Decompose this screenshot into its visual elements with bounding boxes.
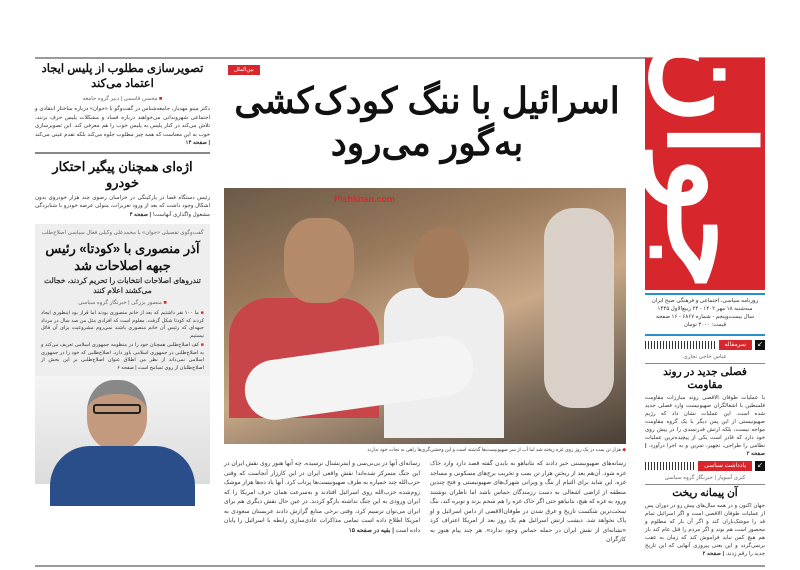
photo-figure (544, 208, 614, 408)
note-author: کبری آسوپار | خبرنگار گروه سیاسی (664, 475, 746, 481)
photo-figure (284, 218, 354, 303)
interview-subhead: تندروهای اصلاحات انتخابات را تحریم کردند، خجالت می‌کشند اعلام کنند (44, 276, 201, 295)
page-ref[interactable]: | صفحه ۲ (645, 443, 765, 457)
page-ref[interactable]: | صفحه ۲ (702, 551, 724, 557)
page-ref[interactable]: | صفحه ۴ (129, 211, 152, 218)
note-body: جهان اکنون و در همه سال‌های پیش رو در دوران پس از عملیات طوفان الاقصی است و اگر اسرائیل تمام قد را موشک‌باران کند و اگر آن بار که مظلوم و محصور است هم بوند و اگر مردم را قتل عام کند باز هم هیچ کس نباید فراموش کند که زمان به عقب برنمی‌گردد و این یعنی پیروزی آنهایی که این تاریخ جدید را رقم زدند. (645, 503, 765, 557)
byline: محسن قاسمی | دبیر گروه جامعه (82, 96, 158, 102)
info-date: سه‌شنبه ۱۸ مهر ۱۴۰۲ - ۲۴ ربیع‌الاول ۱۴۴۵ (657, 306, 753, 312)
masthead-info (645, 297, 765, 329)
accent-rule (645, 293, 765, 295)
interview-kicker: گفت‌وگوی تفصیلی «جوان» با محمدعلی وکیلی فعال سیاسی اصلاح‌طلب (41, 230, 204, 236)
main-body-col2: رسانه‌ای آنها در بی‌بی‌سی و اینترنشنال نرسیده. چه آنها هنوز روی نقش ایران در این جنگ متمرکز شده‌اند! نقش واقعی ایران در این کارزار آنجاست که وقتی حزب‌الله چند خمپاره به طرف صهیونیست‌ها پرتاب کرد. آنها یاد ده‌ها هزار موشک زوم‌شده حزب‌الله روی اسرائیل افتادند و به‌سرعت همان حرف امریکا را که ایران ورودی به این جنگ نداشته بازگو کردند. در عین حال نقش دیگری هم برای ایران می‌توان ترسیم کرد، وقتی برخی منابع گزارش دادند عربستان سعودی به امریکا اطلاع داده است تمامی مذاکرات عادی‌سازی رابطه با اسرائیل را پایان داده است | بقیه در صفحه ۱۵ (224, 461, 420, 534)
story-police: تصویرسازی مطلوب از پلیس ایجاد اعتماد می‌کند ■ محسن قاسمی | دبیر گروه جامعه دکتر مینو مهدیار، جامعه‌شناس در گفت‌وگو با «جوان» درباره ساختار انتقادی و اجتماعی شهروندانی می‌خواهند درباره فساد و مشکلات پلیس حرف بزنند، تلاش می‌کند در کنار پلیس به پلیس خوب را هم معرفی کند. این تصویرسازی خوب به این معناست که همه چیز مطلوب جلوه می‌کند بلکه تقدم عینی می‌کند | صفحه ۱۴ (35, 62, 210, 154)
main-headline-line2[interactable]: به‌گور می‌رود (330, 122, 524, 163)
editorial-body: با عملیات طوفان الاقصی روند مبارزات مقاومت فلسطین با اشغالگران صهیونیست وارد فصلی جدید شده است. این عملیات نشان داد که رژیم صهیونیستی از این پس دیگر با یک گروه مقاومت مواجه نیست، بلکه ارتش قدرتمندی را در پیش روی خود دارد که قادر است یکی از پیچیده‌ترین عملیات نظامی را طراحی، تجهیز، تمرین و به اجرا درآورد. (645, 395, 765, 449)
divider (645, 363, 765, 364)
byline: منصور بزرگی | خبرنگار گروه سیاسی (78, 300, 162, 306)
note-tag: یادداشت سیاسی (698, 461, 752, 471)
info-line: روزنامه سیاسی، اجتماعی و فرهنگی صبح ایران (651, 298, 759, 304)
story-headline[interactable]: اژه‌ای همچنان پیگیر احتکار خودرو (52, 158, 193, 190)
divider (35, 152, 210, 154)
editorial-section (645, 340, 765, 458)
main-headline[interactable] (222, 80, 632, 164)
photo-suit (50, 446, 195, 506)
masthead-logo (641, 36, 780, 290)
continue-link[interactable]: | بقیه در صفحه ۱۵ (348, 527, 394, 534)
note-tag-row (645, 461, 765, 471)
editorial-headline[interactable]: فصلی جدید در روند مقاومت (663, 366, 747, 391)
editorial-author: عباس حاجی نجاری (683, 354, 727, 360)
story-body: رئیس دستگاه قضا در پارکینگی در خراسان رضوی چند هزار خودروی بدون اشکال وجود داشت که بعد از ورود تعزیرات، متولی عرضه خودرو با شتابزدگی مشغول واگذاری آنهاست! (35, 194, 210, 218)
arrow-icon: ↙ (755, 461, 765, 471)
interview-point: کف اصلاح‌طلبی همچنان خود را در منظومه جمهوری اسلامی تعریف می‌کند و به اصلاح‌طلبی در جمهوری اسلامی باور دارد. اصلاح‌طلبی که خود را در جمهوری اسلامی نمی‌داند از نظر من اطلاق عنوان اصلاح‌طلبی بر این بخش از اصلاح‌طلبان از روی تسامح است | صفحه ۶ (41, 342, 204, 371)
bottom-rule (35, 565, 765, 567)
story-headline[interactable]: تصویرسازی مطلوب از پلیس ایجاد اعتماد می‌کند (41, 63, 204, 90)
info-issue: سال بیست‌وپنجم - شماره ۶۸۶۷ - ۱۶ صفحه (656, 314, 754, 320)
interviewee-photo (35, 376, 210, 484)
photo-figure (414, 228, 469, 298)
note-headline[interactable]: آن پیمانه ریخت (672, 487, 738, 499)
interview-box: گفت‌وگوی تفصیلی «جوان» با محمدعلی وکیلی فعال سیاسی اصلاح‌طلب آذر منصوری با «کودتا» رئیس جبهه اصلاحات شد تندروهای اصلاحات انتخابات را تحریم کردند، خجالت می‌کشند اعلام کنند ■ منصور بزرگی | خبرنگار گروه سیاسی ■ ما ۱۰۰ نفر داشتیم که بعد از خانم منصوری بودند اما قرار بود اینطوری ایجاد کردند که کودتا شکل گرفت. معلوم است که افرادی مثل من صد سال در مرداد جبهه‌ای که رئیس آن خانم منصوری باشند نمی‌روم مشروعیت برای آن قائل نیستیم ■ کف اصلاح‌طلبی همچنان خود را در منظومه جمهوری اسلامی تعریف می‌کند و به اصلاح‌طلبی در جمهوری اسلامی باور دارد. اصلاح‌طلبی که خود را در جمهوری اسلامی نمی‌داند از نظر من اطلاق عنوان اصلاح‌طلبی بر این بخش از اصلاح‌طلبان از روی تسامح است | صفحه ۶ (35, 224, 210, 484)
logo-text: جوان (641, 36, 780, 290)
right-column-stories (645, 340, 765, 558)
interview-point: ما ۱۰۰ نفر داشتیم که بعد از خانم منصوری بودند اما قرار بود اینطوری ایجاد کردند که کودتا شکل گرفت. معلوم است که افرادی مثل من صد سال در مرداد جبهه‌ای که رئیس آن خانم منصوری باشند نمی‌روم مشروعیت برای آن قائل نیستیم (41, 310, 204, 339)
photo-caption: ◆ هزار تن بمب در یک روز روی غزه ریخته شد اما آب از سر صهیونیست‌ها گذشته است و این وحشی‌گری‌ها راهی به نجات خود ندارند (367, 448, 626, 453)
main-headline-line1[interactable]: اسرائیل با ننگ کودک‌کشی (234, 80, 620, 121)
section-tag: بین‌الملل (228, 65, 260, 75)
main-body-col1: رسانه‌های صهیونیستی خبر دادند که نتانیاهو به بایدن گفته قصد دارد وارد خاک غزه شود. آن‌هم بعد از ریختن هزار تن بمب و تخریب برج‌های مسکونی و مساجد غزه. این شاید برای التیام از ننگ و ویرانی شهرک‌های صهیونیستی و فتح چندین منطقه از اراضی اشغالی به دست رزمندگان حماس باشد اما ناظران نوشتند ورود به غزه که هیچ، نتانیاهو حتی اگر خاک غزه را هم شخم بزند و توبره کند، ننگ سخت‌ترین شکست تاریخ و غرق شدن در طوفان‌الاقصی از دامن اسرائیل و او پاک نخواهد شد. دیشب ارتش اسرائیل هم یک روز بعد از امریکا اعتراف کرد «نشانه‌ای از نقش ایران در حمله حماس وجود ندارد». هر چند پیام هنوز به کارگران (430, 461, 626, 543)
story-cars (35, 159, 210, 220)
main-photo (224, 188, 626, 444)
barcode-decoration (645, 341, 716, 349)
interview-headline[interactable]: آذر منصوری با «کودتا» رئیس جبهه اصلاحات شد (45, 241, 200, 273)
editorial-tag: سرمقاله (719, 340, 752, 350)
story-body: دکتر مینو مهدیار، جامعه‌شناس در گفت‌وگو با «جوان» درباره ساختار انتقادی و اجتماعی شهروندانی می‌خواهند درباره فساد و مشکلات پلیس حرف بزنند، تلاش می‌کند در کنار پلیس به پلیس خوب را هم معرفی کند. این تصویرسازی خوب به این معناست که همه چیز مطلوب جلوه می‌کند بلکه تقدم عینی می‌کند (35, 106, 210, 138)
info-price: قیمت: ۳۰۰۰ تومان (683, 322, 727, 328)
left-column (35, 62, 210, 484)
page-ref[interactable]: | صفحه ۱۴ (185, 140, 210, 146)
note-section (645, 461, 765, 558)
editorial-tag-row (645, 340, 765, 350)
main-story (222, 58, 632, 164)
glasses-icon (93, 404, 141, 414)
barcode-decoration (645, 462, 695, 470)
arrow-icon: ↙ (755, 340, 765, 350)
photo-face (87, 380, 147, 450)
accent-rule (645, 334, 765, 336)
divider (645, 484, 765, 485)
watermark: Pishkhan.com (334, 194, 396, 204)
